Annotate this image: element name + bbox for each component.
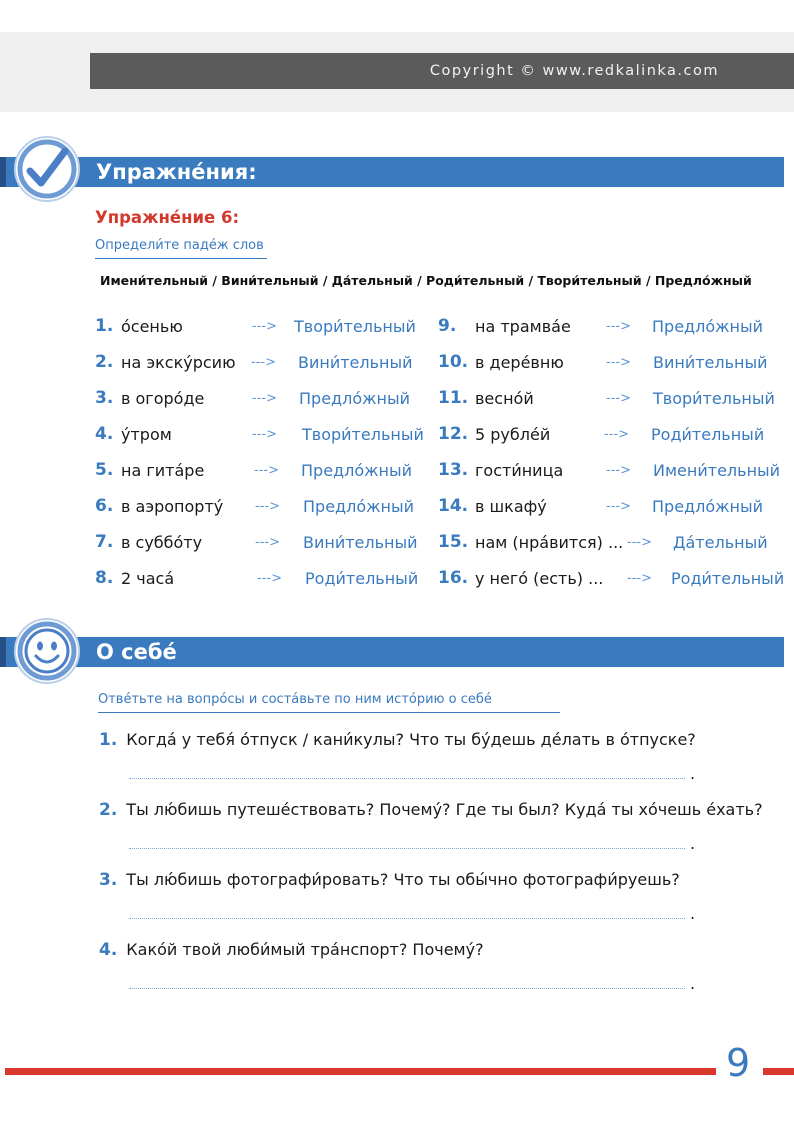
arrow: --->	[627, 534, 652, 550]
arrow: --->	[627, 570, 652, 586]
exercise-word: в аэропорту́	[121, 496, 224, 516]
copyright-bar	[90, 53, 794, 89]
exercise-title: Упражне́ние 6:	[95, 208, 240, 227]
exercise-number: 15.	[438, 532, 469, 552]
question-text: Ты лю́бишь путеше́ствовать? Почему́? Где ты был? Куда́ ты хо́чешь е́хать?	[126, 800, 763, 819]
section-accent	[0, 157, 6, 187]
exercise-word: в суббо́ту	[121, 532, 203, 552]
answer-line[interactable]	[129, 988, 685, 989]
arrow: --->	[606, 462, 631, 478]
exercise-case-answer: Вини́тельный	[298, 352, 413, 372]
exercise-word: нам (нра́вится) ...	[475, 532, 624, 552]
question-text: Ты лю́бишь фотографи́ровать? Что ты обы́чно фотографи́руешь?	[126, 870, 680, 889]
exercise-case-answer: Имени́тельный	[653, 460, 781, 480]
footer-line	[5, 1068, 716, 1075]
exercise-case-answer: Вини́тельный	[653, 352, 768, 372]
section-accent	[0, 637, 6, 667]
exercise-word: в шкафу́	[475, 496, 547, 516]
exercise-instruction: Определи́те паде́ж слов	[95, 238, 267, 259]
exercise-number: 12.	[438, 424, 469, 444]
question-text: Како́й твой люби́мый тра́нспорт? Почему́?	[126, 940, 484, 959]
exercise-number: 9.	[438, 316, 457, 336]
exercise-word: 2 часа́	[121, 568, 175, 588]
section-title: Упражне́ния:	[96, 160, 257, 184]
exercise-number: 1.	[95, 316, 114, 336]
exercise-number: 5.	[95, 460, 114, 480]
cases-list: Имени́тельный / Вини́тельный / Да́тельный / Роди́тельный / Твори́тельный / Предло́жный	[100, 273, 752, 288]
exercise-word: в дере́вню	[475, 352, 564, 372]
exercise-word: на гита́ре	[121, 460, 205, 480]
exercise-case-answer: Да́тельный	[673, 532, 768, 552]
footer-line-end	[763, 1068, 794, 1075]
arrow: --->	[606, 318, 631, 334]
exercise-case-answer: Предло́жный	[652, 316, 764, 336]
exercise-case-answer: Роди́тельный	[305, 568, 419, 588]
exercise-number: 8.	[95, 568, 114, 588]
arrow: --->	[606, 498, 631, 514]
answer-line[interactable]	[129, 778, 685, 779]
checkmark-icon	[13, 135, 81, 203]
question-number: 1.	[99, 730, 118, 750]
exercise-case-answer: Твори́тельный	[302, 424, 424, 444]
exercise-number: 6.	[95, 496, 114, 516]
exercise-number: 7.	[95, 532, 114, 552]
section-title: О себе́	[96, 640, 177, 664]
question-number: 4.	[99, 940, 118, 960]
exercise-number: 2.	[95, 352, 114, 372]
exercise-number: 3.	[95, 388, 114, 408]
exercise-word: на экску́рсию	[121, 352, 236, 372]
about-instruction: Отве́тьте на вопро́сы и соста́вьте по ним исто́рию о себе́	[98, 692, 560, 713]
exercise-word: на трамва́е	[475, 316, 571, 336]
section-header-about-me	[0, 637, 784, 667]
exercise-word: у́тром	[121, 424, 172, 444]
arrow: --->	[252, 426, 277, 442]
arrow: --->	[255, 498, 280, 514]
arrow: --->	[254, 462, 279, 478]
copyright-text: Copyright © www.redkalinka.com	[429, 63, 719, 79]
arrow: --->	[255, 534, 280, 550]
exercise-word: в огоро́де	[121, 388, 205, 408]
arrow: --->	[606, 354, 631, 370]
exercise-number: 16.	[438, 568, 469, 588]
question	[99, 940, 484, 960]
exercise-number: 13.	[438, 460, 469, 480]
answer-line[interactable]	[129, 918, 685, 919]
question	[99, 800, 763, 820]
question	[99, 730, 696, 750]
answer-line-end: .	[690, 904, 696, 923]
exercise-word: весно́й	[475, 388, 534, 408]
arrow: --->	[251, 354, 276, 370]
exercise-case-answer: Роди́тельный	[671, 568, 785, 588]
exercise-number: 4.	[95, 424, 114, 444]
exercise-case-answer: Роди́тельный	[651, 424, 765, 444]
arrow: --->	[252, 390, 277, 406]
exercise-number: 10.	[438, 352, 469, 372]
smiley-icon	[13, 617, 81, 685]
arrow: --->	[257, 570, 282, 586]
page-number: 9	[726, 1041, 751, 1085]
exercise-number: 14.	[438, 496, 469, 516]
arrow: --->	[252, 318, 277, 334]
answer-line-end: .	[690, 974, 696, 993]
answer-line-end: .	[690, 764, 696, 783]
exercise-case-answer: Предло́жный	[303, 496, 415, 516]
exercise-number: 11.	[438, 388, 469, 408]
question	[99, 870, 680, 890]
section-header-exercises	[0, 157, 784, 187]
exercise-word: у него́ (есть) ...	[475, 568, 604, 588]
arrow: --->	[606, 390, 631, 406]
exercise-case-answer: Предло́жный	[652, 496, 764, 516]
question-text: Когда́ у тебя́ о́тпуск / кани́кулы? Что ты бу́дешь де́лать в о́тпуске?	[126, 730, 696, 749]
exercise-word: 5 рубле́й	[475, 424, 551, 444]
exercise-case-answer: Твори́тельный	[653, 388, 775, 408]
exercise-case-answer: Предло́жный	[301, 460, 413, 480]
exercise-case-answer: Твори́тельный	[294, 316, 416, 336]
exercise-word: о́сенью	[121, 316, 183, 336]
arrow: --->	[604, 426, 629, 442]
question-number: 3.	[99, 870, 118, 890]
answer-line[interactable]	[129, 848, 685, 849]
exercise-case-answer: Предло́жный	[299, 388, 411, 408]
answer-line-end: .	[690, 834, 696, 853]
exercise-case-answer: Вини́тельный	[303, 532, 418, 552]
question-number: 2.	[99, 800, 118, 820]
exercise-word: гости́ница	[475, 460, 564, 480]
